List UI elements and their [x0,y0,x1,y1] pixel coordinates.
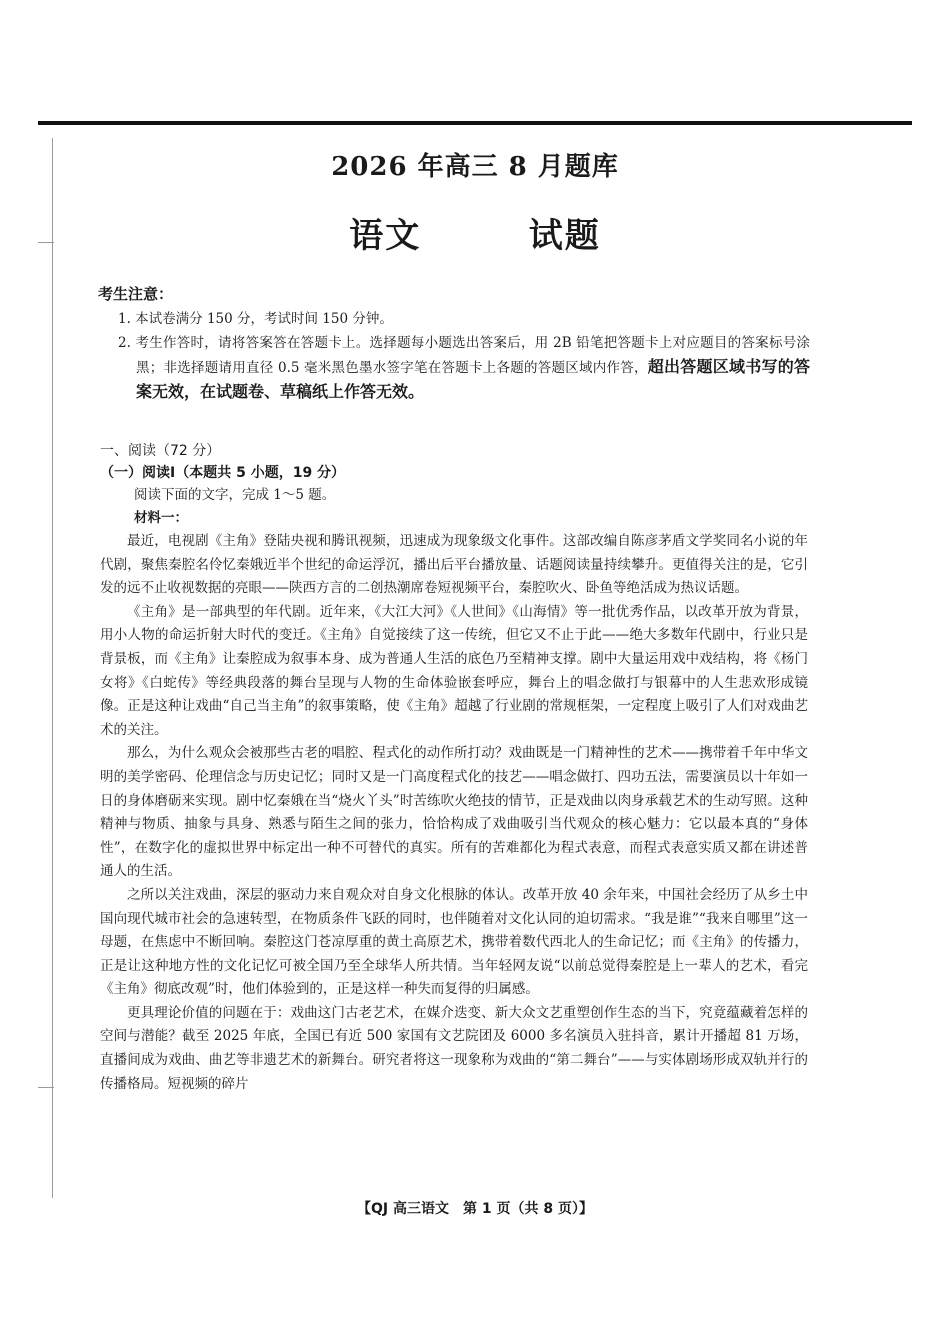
reading-instruction: 阅读下面的文字，完成 1～5 题。 [134,487,336,503]
candidate-notice [98,281,810,405]
paragraph-5: 更具理论价值的问题在于：戏曲这门古老艺术，在媒介迭变、新大众文艺重塑创作生态的当下，究竟蕴藏着怎样的空间与潜能？截至 2025 年底，全国已有近 500 家国有文艺院团及 6000 多名演员入驻抖音，累计开播超 81 万场，直播间成为戏曲、曲艺等非遗艺术的新舞台。研究者将这一现象称为戏曲的“第二舞台”——与实体剧场形成双轨并行的传播格局。短视频的碎片 [100,1004,808,1092]
section-title: 一、阅读（72 分） [100,443,221,459]
reading-section [100,440,808,1096]
paragraph-4: 之所以关注戏曲，深层的驱动力来自观众对自身文化根脉的体认。改革开放 40 余年来，中国社会经历了从乡土中国向现代城市社会的急速转型，在物质条件飞跃的同时，也伴随着对文化认同的迫切需求。“我是谁”“我来自哪里”这一母题，在焦虑中不断回响。秦腔这门苍凉厚重的黄土高原艺术，携带着数代西北人的生命记忆；而《主角》的传播力，正是让这种地方性的文化记忆可被全国乃至全球华人所共情。当年轻网友说“以前总觉得秦腔是上一辈人的艺术，看完《主角》彻底改观”时，他们体验到的，正是这样一种失而复得的归属感。 [100,886,808,998]
binding-tick-bottom [38,1087,54,1088]
page-footer: 【QJ 高三语文 第 1 页（共 8 页）】 [357,1201,593,1217]
notice-item-1: 1. 本试卷满分 150 分，考试时间 150 分钟。 [118,311,393,327]
paragraph-2: 《主角》是一部典型的年代剧。近年来，《大江大河》《人世间》《山海情》等一批优秀作品，以改革开放为背景，用小人物的命运折射大时代的变迁。《主角》自觉接续了这一传统，但它又不止于此——绝大多数年代剧中，行业只是背景板，而《主角》让秦腔成为叙事本身、成为普通人生活的底色乃至精神支撑。剧中大量运用戏中戏结构，将《杨门女将》《白蛇传》等经典段落的舞台呈现与人物的生命体验嵌套呼应，舞台上的唱念做打与银幕中的人生悲欢形成镜像。正是这种让戏曲“自己当主角”的叙事策略，使《主角》超越了行业剧的常规框架，一定程度上吸引了人们对戏曲艺术的关注。 [100,603,808,738]
exam-title: 2026 年高三 8 月题库 [331,152,619,182]
subject-title: 语文 试题 [349,216,601,256]
top-rule [38,121,912,125]
notice-item-2 [98,331,810,405]
subsection-title: （一）阅读Ⅰ（本题共 5 小题，19 分） [100,465,346,481]
notice-item-2-text: 2. 考生作答时，请将答案答在答题卡上。选择题每小题选出答案后，用 2B 铅笔把答题卡上对应题目的答案标号涂黑；非选择题请用直径 0.5 毫米黑色墨水签字笔在答题卡上各题的答题区域内作答， [118,335,810,376]
binding-line [52,138,53,1198]
paragraph-3: 那么，为什么观众会被那些古老的唱腔、程式化的动作所打动？戏曲既是一门精神性的艺术——携带着千年中华文明的美学密码、伦理信念与历史记忆；同时又是一门高度程式化的技艺——唱念做打、四功五法，需要演员以十年如一日的身体磨砺来实现。剧中忆秦娥在当“烧火丫头”时苦练吹火绝技的情节，正是戏曲以肉身承载艺术的生动写照。这种精神与物质、抽象与具身、熟悉与陌生之间的张力，恰恰构成了戏曲吸引当代观众的核心魅力：它以最本真的“身体性”，在数字化的虚拟世界中标定出一种不可替代的真实。所有的苦难都化为程式表意，而程式表意实质又都在讲述普通人的生活。 [100,745,808,880]
paragraph-1: 最近，电视剧《主角》登陆央视和腾讯视频，迅速成为现象级文化事件。这部改编自陈彦茅盾文学奖同名小说的年代剧，聚焦秦腔名伶忆秦娥近半个世纪的命运浮沉，播出后平台播放量、话题阅读量持续攀升。更值得关注的是，它引发的远不止收视数据的亮眼——陕西方言的二创热潮席卷短视频平台，秦腔吹火、卧鱼等绝活成为热议话题。 [100,533,808,597]
notice-heading: 考生注意： [98,285,174,303]
notice-item-2-warning: 超出答题区域书写的答案无效，在试题卷、草稿纸上作答无效。 [136,357,810,401]
material-label: 材料一： [134,510,188,526]
